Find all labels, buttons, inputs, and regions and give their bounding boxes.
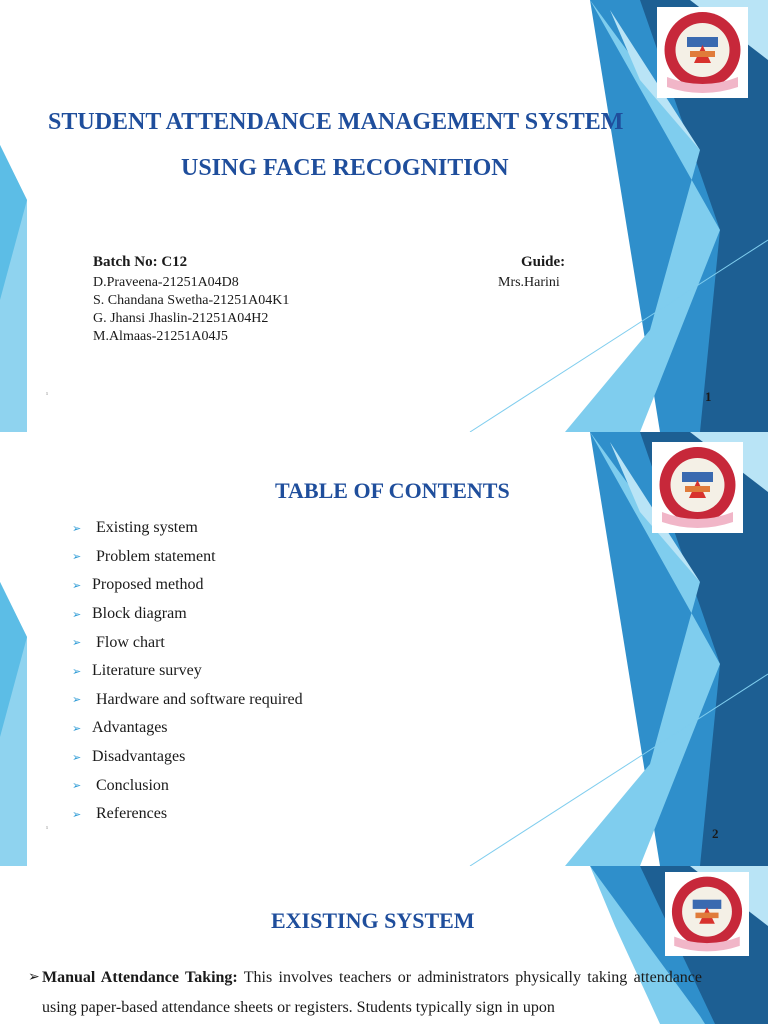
arrow-bullet-icon: ➢ [72, 637, 82, 650]
toc-item-label: Disadvantages [92, 748, 186, 766]
arrow-bullet-icon: ➢ [72, 579, 82, 592]
arrow-bullet-icon: ➢ [72, 808, 82, 821]
guide-label: Guide: [521, 254, 566, 270]
slide-1-decoration [0, 0, 768, 432]
toc-item-label: Flow chart [92, 633, 165, 651]
toc-item-conclusion[interactable] [72, 771, 303, 800]
manual-attendance-paragraph [28, 963, 702, 1023]
toc-item-flow-chart[interactable] [72, 628, 303, 657]
toc-item-advantages[interactable] [72, 714, 303, 743]
college-logo [665, 872, 749, 956]
arrow-bullet-icon: ➢ [72, 665, 82, 678]
toc-item-label: Problem statement [92, 547, 216, 565]
toc-item-proposed-method[interactable] [72, 571, 303, 600]
arrow-bullet-icon: ➢ [72, 751, 82, 764]
toc-item-problem-statement[interactable] [72, 543, 303, 572]
arrow-bullet-icon: ➢ [72, 780, 82, 793]
guide-name: Mrs.Harini [498, 275, 560, 290]
toc-item-label: Hardware and software required [92, 690, 303, 708]
toc-list [72, 514, 303, 829]
toc-item-label: Conclusion [92, 776, 169, 794]
toc-item-block-diagram[interactable] [72, 600, 303, 629]
arrow-bullet-icon: ➢ [72, 694, 82, 707]
tiny-mark: ¹ [46, 825, 49, 833]
toc-item-label: Proposed method [92, 576, 204, 594]
batch-label: Batch No: C12 [93, 254, 188, 270]
toc-item-label: References [92, 805, 168, 823]
toc-item-literature-survey[interactable] [72, 657, 303, 686]
project-title-line-1: STUDENT ATTENDANCE MANAGEMENT SYSTEM [48, 109, 624, 135]
toc-item-disadvantages[interactable] [72, 743, 303, 772]
arrow-bullet-icon: ➢ [28, 970, 40, 985]
team-member: G. Jhansi Jhaslin-21251A04H2 [93, 311, 269, 326]
college-logo [657, 7, 748, 98]
paragraph-text: This involves teachers or administrators physically taking attendance using paper-based attendance sheets or registers. Students typically sign in upon [42, 969, 702, 1016]
team-member: S. Chandana Swetha-21251A04K1 [93, 293, 290, 308]
team-member: M.Almaas-21251A04J5 [93, 329, 228, 344]
existing-system-title: EXISTING SYSTEM [271, 908, 475, 933]
slide-1 [0, 0, 768, 432]
college-logo [652, 442, 743, 533]
tiny-mark: ¹ [46, 391, 49, 399]
page-number: 1 [705, 389, 712, 404]
arrow-bullet-icon: ➢ [72, 551, 82, 564]
toc-item-label: Advantages [92, 719, 168, 737]
toc-item-references[interactable] [72, 800, 303, 829]
team-member: D.Praveena-21251A04D8 [93, 275, 239, 290]
toc-item-hardware-software[interactable] [72, 686, 303, 715]
toc-item-existing-system[interactable] [72, 514, 303, 543]
toc-item-label: Block diagram [92, 605, 187, 623]
bold-lead: Manual Attendance Taking: [42, 969, 238, 986]
arrow-bullet-icon: ➢ [72, 522, 82, 535]
page-number: 2 [712, 826, 719, 841]
arrow-bullet-icon: ➢ [72, 608, 82, 621]
toc-title: TABLE OF CONTENTS [275, 478, 510, 503]
arrow-bullet-icon: ➢ [72, 722, 82, 735]
project-title-line-2: USING FACE RECOGNITION [181, 155, 509, 181]
toc-item-label: Existing system [92, 519, 198, 537]
toc-item-label: Literature survey [92, 662, 202, 680]
